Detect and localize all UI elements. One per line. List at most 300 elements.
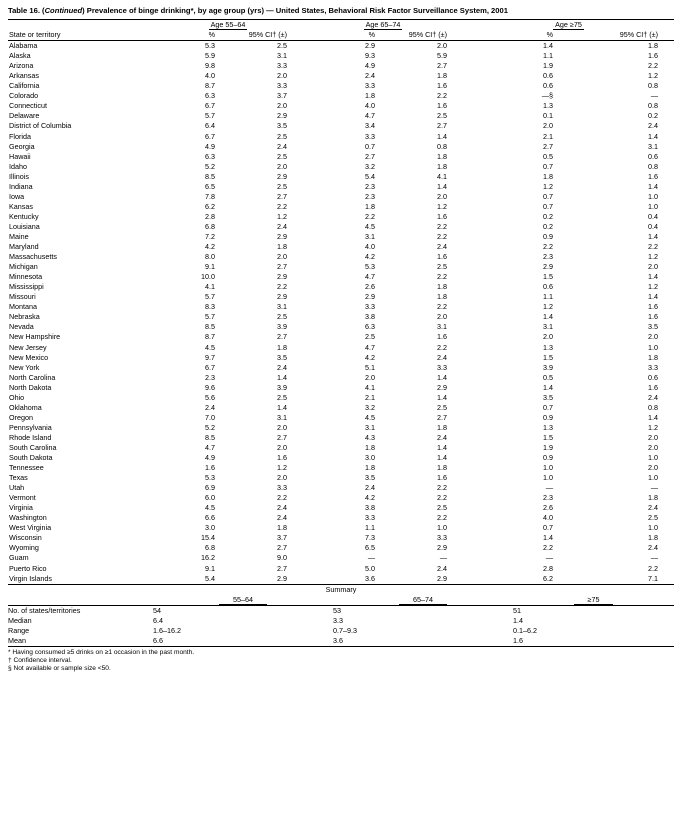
row-pct-75plus: 0.9 [543, 412, 553, 422]
row-ci-55-64: 2.9 [277, 272, 287, 282]
row-ci-55-64: 3.5 [277, 121, 287, 131]
row-pct-75plus: 2.0 [543, 332, 553, 342]
row-ci-55-64: 2.4 [277, 362, 287, 372]
row-ci-75plus: 1.0 [648, 191, 659, 201]
table-row [8, 282, 674, 292]
row-ci-65-74: 1.6 [437, 81, 447, 91]
row-state: Connecticut [9, 101, 47, 111]
group-header-55-64: Age 55–64 [210, 20, 246, 29]
row-ci-65-74: 1.0 [437, 523, 447, 533]
row-ci-75plus: 0.2 [648, 111, 659, 121]
row-ci-75plus: 1.2 [648, 422, 659, 432]
row-pct-55-64: 6.7 [205, 131, 215, 141]
row-ci-65-74: 2.0 [437, 41, 447, 51]
row-pct-75plus: 1.8 [543, 171, 553, 181]
row-ci-65-74: 1.4 [437, 442, 447, 452]
row-pct-65-74: 3.3 [365, 513, 375, 523]
row-pct-65-74: 4.5 [365, 221, 375, 231]
row-state: Michigan [9, 262, 38, 272]
row-pct-75plus: 4.0 [543, 513, 553, 523]
summary-value-55-64: 1.6–16.2 [153, 625, 181, 635]
row-ci-65-74: 1.4 [437, 131, 447, 141]
summary-value-65-74: 3.3 [333, 615, 343, 625]
row-pct-55-64: 9.8 [205, 61, 215, 71]
row-ci-55-64: 2.4 [277, 141, 287, 151]
row-ci-75plus: 0.4 [648, 211, 659, 221]
row-ci-55-64: 2.5 [277, 181, 287, 191]
row-pct-55-64: 9.1 [205, 563, 215, 573]
summary-label: Median [8, 615, 32, 625]
table-title-prefix: Table 16. ( [8, 6, 45, 15]
row-ci-65-74: 1.8 [437, 463, 447, 473]
row-state: Nebraska [9, 312, 40, 322]
row-ci-65-74: 1.4 [437, 372, 447, 382]
row-ci-65-74: 2.9 [437, 573, 447, 583]
summary-value-75plus: 51 [513, 605, 521, 615]
row-pct-55-64: 5.4 [205, 573, 215, 583]
row-state: California [9, 81, 40, 91]
row-pct-75plus: 0.7 [543, 191, 553, 201]
summary-group-75plus: ≥75 [513, 595, 674, 606]
table-row [8, 483, 674, 493]
row-pct-55-64: 2.8 [205, 211, 215, 221]
row-pct-75plus: 1.5 [543, 432, 553, 442]
row-ci-75plus: 2.4 [648, 543, 659, 553]
row-ci-65-74: 2.2 [437, 91, 447, 101]
row-ci-55-64: 2.7 [277, 432, 287, 442]
row-pct-75plus: 0.1 [543, 111, 553, 121]
row-state: Guam [9, 553, 29, 563]
row-ci-55-64: 3.9 [277, 322, 287, 332]
row-ci-65-74: 1.2 [437, 201, 447, 211]
row-pct-65-74: 3.6 [365, 573, 375, 583]
row-pct-75plus: 1.4 [543, 41, 553, 51]
row-ci-55-64: 2.7 [277, 191, 287, 201]
row-pct-55-64: 9.6 [205, 382, 215, 392]
row-pct-55-64: 4.0 [205, 71, 215, 81]
table-row [8, 272, 674, 282]
row-state: Arkansas [9, 71, 39, 81]
table-row [8, 373, 674, 383]
table-row [8, 312, 674, 322]
row-pct-55-64: 8.5 [205, 322, 215, 332]
row-ci-55-64: 2.9 [277, 292, 287, 302]
row-ci-75plus: 1.0 [648, 342, 659, 352]
row-state: Nevada [9, 322, 34, 332]
row-ci-65-74: 4.1 [437, 171, 447, 181]
table-row [8, 202, 674, 212]
row-ci-65-74: 1.8 [437, 422, 447, 432]
row-pct-75plus: 0.6 [543, 71, 553, 81]
row-state: Colorado [9, 91, 39, 101]
summary-group-row [8, 595, 674, 606]
column-header-state: State or territory [9, 30, 61, 40]
row-pct-55-64: 4.9 [205, 141, 215, 151]
row-pct-65-74: 5.3 [365, 262, 375, 272]
row-pct-75plus: 1.1 [543, 51, 553, 61]
row-state: Massachusetts [9, 252, 57, 262]
row-ci-75plus: 2.4 [648, 392, 659, 402]
row-pct-75plus: 3.1 [543, 322, 553, 332]
row-state: Kentucky [9, 211, 39, 221]
row-ci-55-64: 2.2 [277, 282, 287, 292]
summary-row [8, 605, 674, 616]
row-pct-65-74: 4.7 [365, 342, 375, 352]
row-pct-65-74: 3.3 [365, 81, 375, 91]
row-ci-55-64: 2.9 [277, 231, 287, 241]
row-pct-65-74: 4.2 [365, 252, 375, 262]
summary-group-55-64: 55–64 [153, 595, 333, 606]
row-pct-55-64: 5.7 [205, 312, 215, 322]
row-ci-75plus: — [650, 483, 659, 493]
row-state: Puerto Rico [9, 563, 47, 573]
row-ci-55-64: 2.2 [277, 201, 287, 211]
summary-value-55-64: 6.4 [153, 615, 163, 625]
summary-value-55-64: 54 [153, 605, 161, 615]
table-row [8, 212, 674, 222]
row-state: Ohio [9, 392, 25, 402]
row-pct-55-64: 9.7 [205, 352, 215, 362]
row-pct-55-64: 15.4 [201, 533, 215, 543]
table-row [8, 463, 674, 473]
row-ci-65-74: 3.3 [437, 533, 447, 543]
row-pct-75plus: 0.7 [543, 523, 553, 533]
row-ci-65-74: 2.2 [437, 493, 447, 503]
table-row [8, 574, 674, 584]
row-pct-75plus: 2.8 [543, 563, 553, 573]
row-pct-65-74: 5.4 [365, 171, 375, 181]
table-row [8, 343, 674, 353]
row-ci-65-74: 2.5 [437, 262, 447, 272]
row-ci-55-64: 2.7 [277, 262, 287, 272]
row-pct-75plus: 2.2 [543, 242, 553, 252]
row-ci-55-64: 2.9 [277, 111, 287, 121]
row-pct-55-64: 6.3 [205, 91, 215, 101]
row-ci-65-74: 1.8 [437, 282, 447, 292]
row-ci-75plus: 2.2 [648, 242, 659, 252]
row-ci-55-64: 3.7 [277, 533, 287, 543]
table-row [8, 533, 674, 543]
summary-value-75plus: 1.4 [513, 615, 523, 625]
table-row [8, 262, 674, 272]
row-ci-65-74: 5.9 [437, 51, 447, 61]
row-pct-55-64: 8.0 [205, 252, 215, 262]
row-pct-65-74: 6.3 [365, 322, 375, 332]
table-row [8, 142, 674, 152]
row-pct-75plus: 0.5 [543, 151, 553, 161]
row-ci-75plus: 1.4 [648, 412, 659, 422]
row-pct-75plus: 0.2 [543, 211, 553, 221]
row-pct-55-64: 4.1 [205, 282, 215, 292]
row-ci-65-74: 2.5 [437, 402, 447, 412]
row-pct-75plus: 0.6 [543, 282, 553, 292]
table-row [8, 564, 674, 574]
row-pct-75plus: 1.4 [543, 312, 553, 322]
summary-table [8, 584, 674, 646]
row-pct-75plus: 1.2 [543, 181, 553, 191]
row-pct-65-74: 3.4 [365, 121, 375, 131]
row-state: Missouri [9, 292, 36, 302]
row-ci-55-64: 9.0 [277, 553, 287, 563]
row-ci-65-74: 2.4 [437, 563, 447, 573]
row-ci-75plus: 1.8 [648, 41, 659, 51]
row-state: Utah [9, 483, 25, 493]
table-row [8, 473, 674, 483]
row-ci-75plus: 2.2 [648, 61, 659, 71]
row-pct-75plus: 3.5 [543, 392, 553, 402]
row-ci-65-74: 1.6 [437, 211, 447, 221]
row-pct-65-74: 3.1 [365, 422, 375, 432]
row-ci-55-64: 2.4 [277, 503, 287, 513]
row-state: Oklahoma [9, 402, 42, 412]
row-ci-55-64: 1.4 [277, 402, 287, 412]
row-ci-75plus: 2.0 [648, 332, 659, 342]
table-row [8, 292, 674, 302]
summary-value-75plus: 1.6 [513, 635, 523, 645]
row-ci-65-74: 2.7 [437, 61, 447, 71]
row-state: Idaho [9, 161, 27, 171]
row-state: Delaware [9, 111, 40, 121]
row-state: Pennsylvania [9, 422, 52, 432]
row-ci-55-64: 2.0 [277, 252, 287, 262]
row-state: Vermont [9, 493, 36, 503]
row-state: Oregon [9, 412, 33, 422]
row-pct-75plus: 2.0 [543, 121, 553, 131]
row-ci-55-64: 3.3 [277, 61, 287, 71]
row-state: Washington [9, 513, 47, 523]
row-state: Wyoming [9, 543, 39, 553]
column-header-pct-55-64: % [208, 30, 215, 40]
row-ci-75plus: 1.4 [648, 181, 659, 191]
group-header-blank [8, 20, 153, 31]
row-ci-65-74: 2.2 [437, 231, 447, 241]
table-row [8, 403, 674, 413]
table-row [8, 332, 674, 342]
row-state: Georgia [9, 141, 35, 151]
row-pct-65-74: 2.3 [365, 181, 375, 191]
row-ci-75plus: 2.2 [648, 563, 659, 573]
row-ci-65-74: 1.6 [437, 332, 447, 342]
table-bottom-rule [8, 646, 674, 647]
row-state: Kansas [9, 201, 33, 211]
row-pct-65-74: 2.4 [365, 71, 375, 81]
row-ci-55-64: 1.2 [277, 211, 287, 221]
row-ci-75plus: 1.6 [648, 302, 659, 312]
row-ci-75plus: 1.4 [648, 272, 659, 282]
row-ci-75plus: — [650, 91, 659, 101]
footnotes [8, 649, 674, 674]
row-pct-55-64: 5.7 [205, 111, 215, 121]
row-pct-75plus: 1.3 [543, 101, 553, 111]
row-pct-75plus: 2.1 [543, 131, 553, 141]
row-ci-55-64: 2.0 [277, 101, 287, 111]
row-pct-55-64: 5.9 [205, 51, 215, 61]
row-pct-55-64: 4.5 [205, 342, 215, 352]
row-pct-65-74: 3.2 [365, 402, 375, 412]
table-row [8, 172, 674, 182]
row-ci-55-64: 2.9 [277, 171, 287, 181]
row-ci-65-74: 2.7 [437, 412, 447, 422]
row-pct-65-74: 3.3 [365, 302, 375, 312]
row-pct-55-64: 6.6 [205, 513, 215, 523]
row-pct-65-74: 4.3 [365, 432, 375, 442]
row-ci-55-64: 3.9 [277, 382, 287, 392]
group-header-row [8, 20, 674, 31]
row-pct-55-64: 6.7 [205, 362, 215, 372]
row-pct-55-64: 5.2 [205, 161, 215, 171]
row-state: New Hampshire [9, 332, 61, 342]
row-pct-75plus: 1.0 [543, 463, 553, 473]
table-row [8, 383, 674, 393]
row-pct-65-74: 4.2 [365, 493, 375, 503]
row-pct-65-74: 2.4 [365, 483, 375, 493]
row-pct-65-74: 2.2 [365, 211, 375, 221]
row-ci-75plus: 1.6 [648, 171, 659, 181]
row-ci-75plus: 1.2 [648, 71, 659, 81]
row-ci-55-64: 1.8 [277, 342, 287, 352]
row-ci-55-64: 3.5 [277, 352, 287, 362]
row-pct-75plus: 3.9 [543, 362, 553, 372]
row-ci-65-74: 2.5 [437, 111, 447, 121]
row-ci-55-64: 2.7 [277, 332, 287, 342]
row-state: Arizona [9, 61, 34, 71]
row-ci-65-74: 1.8 [437, 292, 447, 302]
table-row [8, 91, 674, 101]
table-row [8, 513, 674, 523]
row-state: Maryland [9, 242, 39, 252]
row-state: New York [9, 362, 40, 372]
row-ci-55-64: 2.0 [277, 473, 287, 483]
row-ci-65-74: 2.5 [437, 503, 447, 513]
table-row [8, 252, 674, 262]
row-pct-75plus: 0.9 [543, 453, 553, 463]
row-pct-75plus: 1.9 [543, 61, 553, 71]
row-ci-65-74: 2.0 [437, 191, 447, 201]
row-pct-55-64: 1.6 [205, 463, 215, 473]
row-ci-75plus: 0.8 [648, 81, 659, 91]
row-pct-75plus: 2.3 [543, 493, 553, 503]
row-ci-75plus: 1.8 [648, 352, 659, 362]
row-ci-55-64: 1.8 [277, 523, 287, 533]
row-pct-55-64: 4.9 [205, 453, 215, 463]
row-pct-65-74: 9.3 [365, 51, 375, 61]
row-pct-75plus: 1.2 [543, 302, 553, 312]
row-ci-65-74: 1.4 [437, 392, 447, 402]
row-pct-75plus: —§ [541, 91, 553, 101]
row-ci-75plus: 1.4 [648, 231, 659, 241]
row-ci-65-74: 2.9 [437, 382, 447, 392]
row-ci-75plus: 7.1 [648, 573, 659, 583]
row-pct-65-74: 2.7 [365, 151, 375, 161]
row-pct-65-74: 4.9 [365, 61, 375, 71]
row-ci-65-74: 2.9 [437, 543, 447, 553]
row-pct-75plus: 2.7 [543, 141, 553, 151]
row-pct-55-64: 6.2 [205, 201, 215, 211]
table-row [8, 162, 674, 172]
row-pct-65-74: 2.0 [365, 372, 375, 382]
row-pct-55-64: 7.0 [205, 412, 215, 422]
row-pct-65-74: 1.1 [365, 523, 375, 533]
row-pct-55-64: 8.7 [205, 332, 215, 342]
row-state: District of Columbia [9, 121, 72, 131]
table-row [8, 543, 674, 553]
row-state: Illinois [9, 171, 29, 181]
row-pct-75plus: 0.6 [543, 81, 553, 91]
table-row [8, 453, 674, 463]
row-ci-55-64: 1.6 [277, 453, 287, 463]
row-pct-55-64: 6.5 [205, 181, 215, 191]
row-pct-55-64: 6.9 [205, 483, 215, 493]
row-ci-75plus: 0.6 [648, 372, 659, 382]
row-ci-55-64: 2.0 [277, 442, 287, 452]
table-row [8, 41, 674, 52]
table-row [8, 363, 674, 373]
row-pct-65-74: 7.3 [365, 533, 375, 543]
row-pct-65-74: 4.7 [365, 272, 375, 282]
row-ci-55-64: 2.5 [277, 151, 287, 161]
row-ci-75plus: 1.2 [648, 282, 659, 292]
table-row [8, 71, 674, 81]
table-row [8, 443, 674, 453]
row-ci-55-64: 3.1 [277, 412, 287, 422]
row-pct-65-74: 3.2 [365, 161, 375, 171]
row-pct-55-64: 8.5 [205, 171, 215, 181]
row-pct-65-74: 3.1 [365, 231, 375, 241]
row-state: North Carolina [9, 372, 56, 382]
summary-value-55-64: 6.6 [153, 635, 163, 645]
row-pct-65-74: 4.1 [365, 382, 375, 392]
column-header-pct-75plus: % [546, 30, 553, 40]
row-state: Louisiana [9, 221, 40, 231]
table-row [8, 503, 674, 513]
row-ci-55-64: 1.2 [277, 463, 287, 473]
row-ci-55-64: 2.0 [277, 422, 287, 432]
row-pct-75plus: 1.5 [543, 352, 553, 362]
row-pct-55-64: 8.5 [205, 432, 215, 442]
row-pct-55-64: 4.7 [205, 442, 215, 452]
summary-heading-row [8, 584, 674, 595]
summary-row [8, 626, 674, 636]
row-ci-65-74: 1.8 [437, 161, 447, 171]
row-pct-65-74: 4.5 [365, 412, 375, 422]
column-header-pct-65-74: % [368, 30, 375, 40]
row-ci-65-74: 0.8 [437, 141, 447, 151]
row-pct-65-74: 1.8 [365, 91, 375, 101]
row-pct-65-74: 3.8 [365, 503, 375, 513]
row-pct-55-64: 5.6 [205, 392, 215, 402]
row-pct-65-74: 2.5 [365, 332, 375, 342]
row-ci-55-64: 3.3 [277, 483, 287, 493]
table-title-suffix: ) Prevalence of binge drinking*, by age group (yrs) — United States, Behavioral Risk Factor Surveillance System, 2001 [82, 6, 508, 15]
row-state: Rhode Island [9, 432, 52, 442]
row-ci-65-74: 1.8 [437, 151, 447, 161]
row-ci-75plus: 0.8 [648, 402, 659, 412]
row-pct-75plus: 1.1 [543, 292, 553, 302]
table-row [8, 423, 674, 433]
row-ci-75plus: 2.0 [648, 432, 659, 442]
row-pct-55-64: 10.0 [201, 272, 215, 282]
prevalence-table [8, 19, 674, 584]
table-row [8, 553, 674, 563]
row-ci-55-64: 2.2 [277, 493, 287, 503]
row-pct-75plus: 1.9 [543, 442, 553, 452]
row-pct-55-64: 5.3 [205, 41, 215, 51]
row-ci-75plus: 2.5 [648, 513, 659, 523]
table-row [8, 121, 674, 131]
row-ci-65-74: 1.4 [437, 181, 447, 191]
row-ci-55-64: 3.1 [277, 302, 287, 312]
row-pct-55-64: 7.8 [205, 191, 215, 201]
